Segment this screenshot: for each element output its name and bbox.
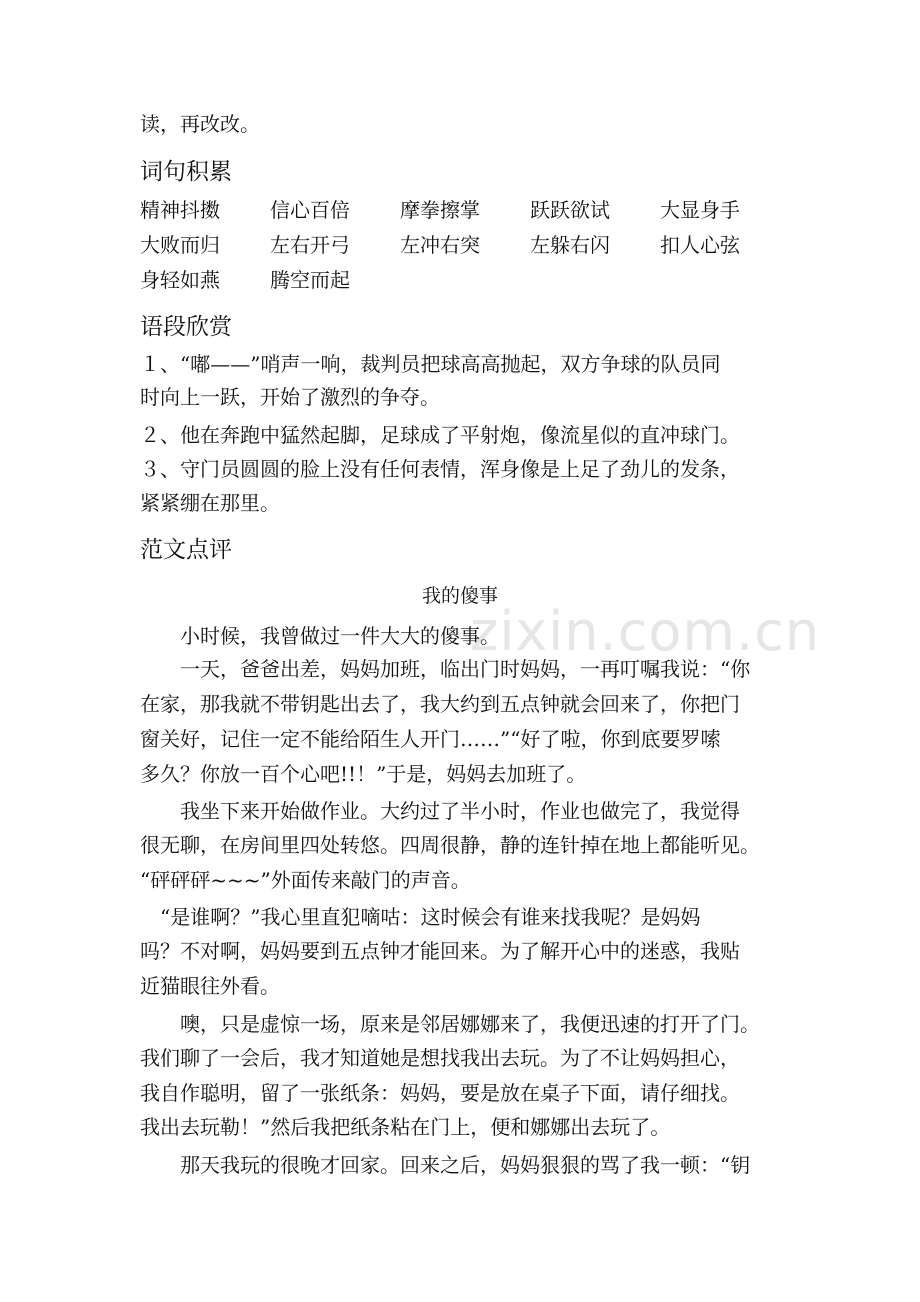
essay-line: “是谁啊？”我心里直犯嘀咕：这时候会有谁来找我呢？是妈妈: [140, 905, 701, 929]
essay-line: 我坐下来开始做作业。大约过了半小时，作业也做完了，我觉得: [140, 799, 740, 823]
essay-line: 多久？你放一百个心吧!!！”于是，妈妈去加班了。: [140, 762, 587, 786]
essay-line: 近猫眼往外看。: [140, 974, 280, 998]
essay-heading: 范文点评: [140, 537, 232, 563]
idiom: 摩拳擦掌: [400, 198, 480, 222]
essay-line: 小时候，我曾做过一件大大的傻事。: [140, 624, 500, 648]
passage-line: １、“嘟——”哨声一响，裁判员把球高高抛起，双方争球的队员同: [140, 352, 721, 376]
idiom: 扣人心弦: [660, 233, 740, 257]
idiom: 跃跃欲试: [530, 198, 610, 222]
essay-line: 吗？不对啊，妈妈要到五点钟才能回来。为了解开心中的迷惑，我贴: [140, 939, 740, 963]
idiom: 大显身手: [660, 198, 740, 222]
essay-line: 那天我玩的很晚才回家。回来之后，妈妈狠狠的骂了我一顿：“钥: [140, 1153, 751, 1177]
essay-line: 我出去玩勒！”然后我把纸条粘在门上，便和娜娜出去玩了。: [140, 1115, 671, 1139]
idiom: 左躲右闪: [530, 233, 610, 257]
essay-line: 在家，那我就不带钥匙出去了，我大约到五点钟就会回来了，你把门: [140, 692, 740, 716]
essay-line: 很无聊，在房间里四处转悠。四周很静，静的连针掉在地上都能听见。: [140, 833, 760, 857]
essay-line: 我们聊了一会后，我才知道她是想找我出去玩。为了不让妈妈担心，: [140, 1046, 740, 1070]
intro-tail: 读，再改改。: [140, 112, 260, 136]
essay-line: 一天，爸爸出差，妈妈加班，临出门时妈妈，一再叮嘱我说：“你: [140, 657, 751, 681]
essay-line: 窗关好，记住一定不能给陌生人开门……”“好了啦，你到底要罗嗦: [140, 727, 721, 751]
idiom: 左冲右突: [400, 233, 480, 257]
essay-line: 我自作聪明，留了一张纸条：妈妈，要是放在桌子下面，请仔细找。: [140, 1081, 740, 1105]
idiom: 大败而归: [140, 233, 220, 257]
essay-title: 我的傻事: [421, 585, 498, 607]
idiom: 左右开弓: [270, 233, 350, 257]
passage-line: 紧紧绷在那里。: [140, 491, 280, 515]
vocab-heading: 词句积累: [140, 159, 232, 185]
essay-line: 噢，只是虚惊一场，原来是邻居娜娜来了，我便迅速的打开了门。: [140, 1012, 760, 1036]
passage-line: ３、守门员圆圆的脸上没有任何表情，浑身像是上足了劲儿的发条，: [140, 457, 740, 481]
passage-line: 时向上一跃，开始了激烈的争夺。: [140, 385, 440, 409]
essay-line: “砰砰砰~~~”外面传来敲门的声音。: [140, 868, 471, 892]
idiom: 精神抖擞: [140, 198, 220, 222]
idiom: 身轻如燕: [140, 268, 220, 292]
watermark: zixin.com.cn: [470, 600, 821, 663]
idiom: 信心百倍: [270, 198, 350, 222]
passages-heading: 语段欣赏: [140, 314, 232, 340]
idiom: 腾空而起: [270, 268, 350, 292]
passage-line: ２、他在奔跑中猛然起脚，足球成了平射炮，像流星似的直冲球门。: [140, 423, 740, 447]
